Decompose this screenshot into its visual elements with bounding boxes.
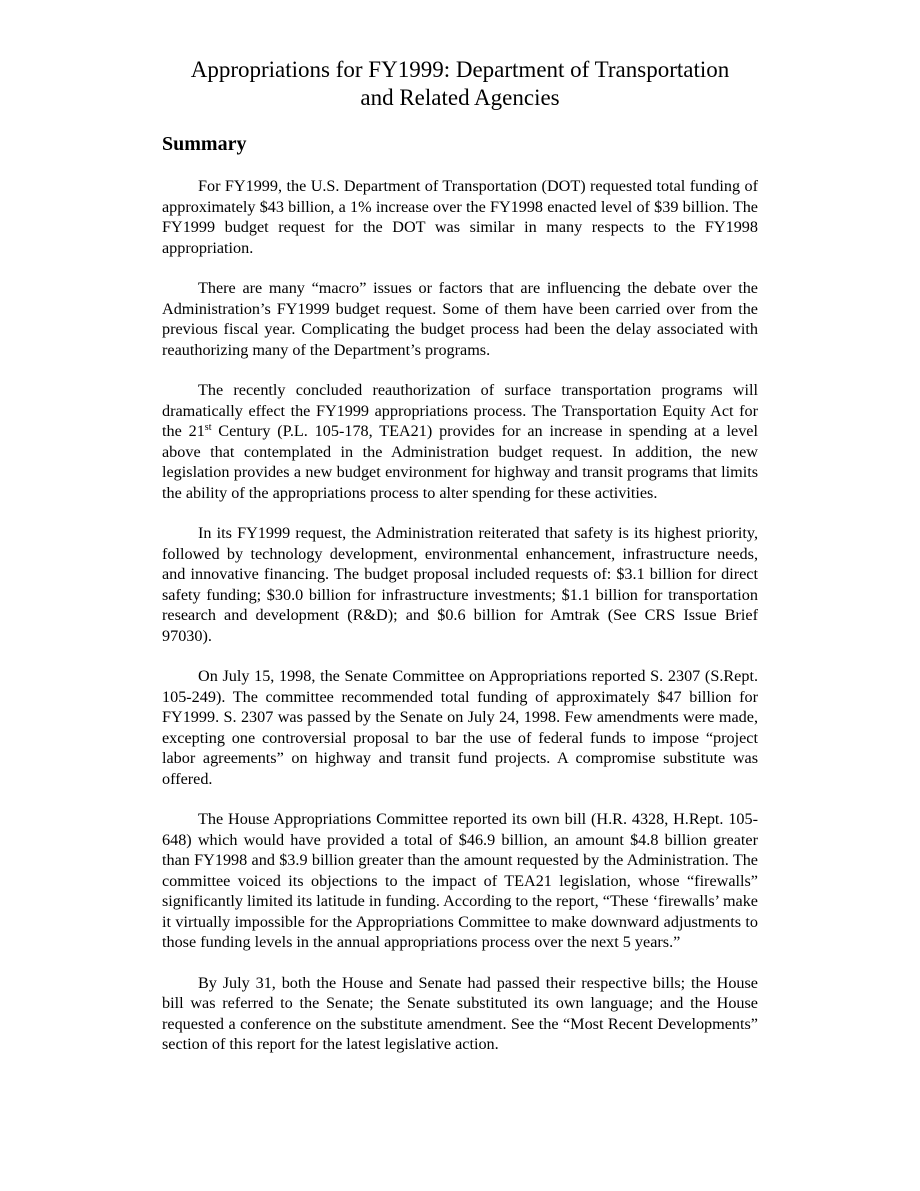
document-title: [162, 56, 758, 112]
section-heading-summary: Summary: [162, 133, 247, 155]
document-page: [162, 56, 758, 1055]
summary-paragraph-2: There are many “macro” issues or factors that are influencing the debate over the Administration’s FY1999 budget request. Some of them have been carried over from the previous fiscal year. Complicating the budget process had been the delay associated with reauthorizing many of the Department’s programs.: [162, 279, 758, 359]
summary-paragraph-7: By July 31, both the House and Senate had passed their respective bills; the House bill was referred to the Senate; the Senate substituted its own language; and the House requested a conference on the substitute amendment. See the “Most Recent Developments” section of this report for the latest legislative action.: [162, 973, 758, 1053]
paragraph-3-text-end: Century (P.L. 105-178, TEA21) provides for an increase in spending at a level above that contemplated in the Administration budget request. In addition, the new legislation provides a new budget environment for highway and transit programs that limits the ability of the appropriations process to alter spending for these activities.: [162, 422, 758, 502]
paragraph-3-text-start: The recently concluded reauthorization of surface transportation programs will dramatically effect the FY1999 appropriations process. The Transportation Equity Act for the 21: [162, 381, 758, 440]
summary-paragraph-3: [162, 380, 758, 503]
document-title-line-1: Appropriations for FY1999: Department of Transportation: [190, 57, 730, 82]
document-title-line-2: and Related Agencies: [360, 85, 560, 110]
superscript-st: st: [204, 422, 212, 433]
summary-paragraph-5: On July 15, 1998, the Senate Committee on Appropriations reported S. 2307 (S.Rept. 105-249). The committee recommended total funding of approximately $47 billion for FY1999. S. 2307 was passed by the Senate on July 24, 1998. Few amendments were made, excepting one controversial proposal to bar the use of federal funds to impose “project labor agreements” on highway and transit fund projects. A compromise substitute was offered.: [162, 667, 758, 788]
summary-paragraph-4: In its FY1999 request, the Administration reiterated that safety is its highest priority, followed by technology development, environmental enhancement, infrastructure needs, and innovative financing. The budget proposal included requests of: $3.1 billion for direct safety funding; $30.0 billion for infrastructure investments; $1.1 billion for transportation research and development (R&D); and $0.6 billion for Amtrak (See CRS Issue Brief 97030).: [162, 524, 758, 645]
summary-paragraph-6: The House Appropriations Committee reported its own bill (H.R. 4328, H.Rept. 105-648) which would have provided a total of $46.9 billion, an amount $4.8 billion greater than FY1998 and $3.9 billion greater than the amount requested by the Administration. The committee voiced its objections to the impact of TEA21 legislation, whose “firewalls” significantly limited its latitude in funding. According to the report, “These ‘firewalls’ make it virtually impossible for the Appropriations Committee to make downward adjustments to those funding levels in the annual appropriations process over the next 5 years.”: [162, 810, 758, 951]
summary-paragraph-1: For FY1999, the U.S. Department of Transportation (DOT) requested total funding of approximately $43 billion, a 1% increase over the FY1998 enacted level of $39 billion. The FY1999 budget request for the DOT was similar in many respects to the FY1998 appropriation.: [162, 177, 758, 257]
